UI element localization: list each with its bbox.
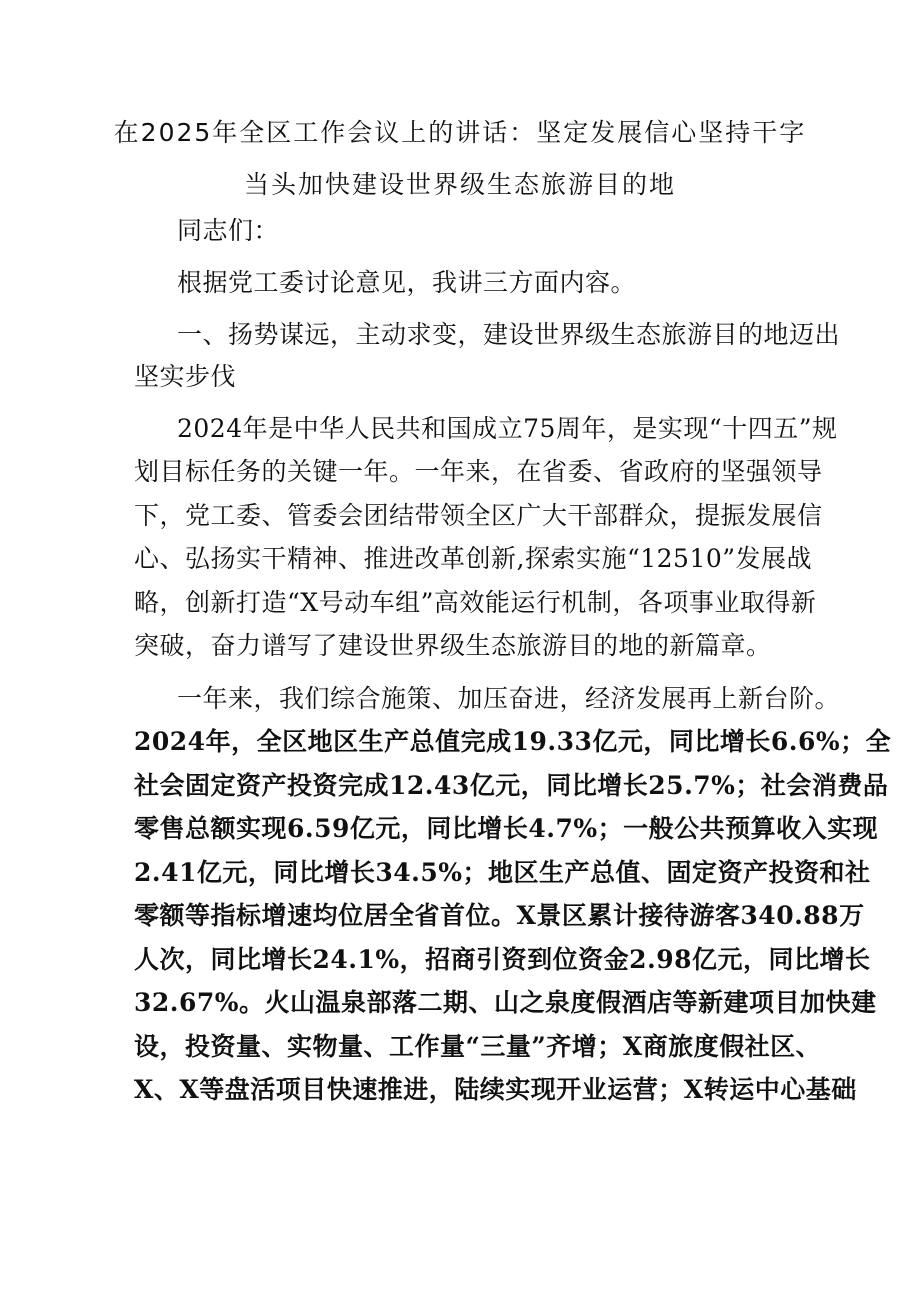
paragraph-line: 略，创新打造“X号动车组”高效能运行机制，各项事业取得新 bbox=[134, 588, 817, 617]
paragraph-line: 社会固定资产投资完成12.43亿元，同比增长25.7%；社会消费品 bbox=[134, 771, 889, 800]
paragraph-line: 零售总额实现6.59亿元，同比增长4.7%；一般公共预算收入实现 bbox=[134, 814, 879, 843]
paragraph-line: 零额等指标增速均位居全省首位。X景区累计接待游客340.88万 bbox=[134, 901, 865, 930]
paragraph-line: 人次，同比增长24.1%，招商引资到位资金2.98亿元，同比增长 bbox=[134, 945, 871, 974]
paragraph-line: 2024年是中华人民共和国成立75周年，是实现“十四五”规 bbox=[177, 414, 838, 443]
paragraph-line: 设，投资量、实物量、工作量“三量”齐增；X商旅度假社区、 bbox=[134, 1032, 822, 1061]
paragraph-line: 2.41亿元，同比增长34.5%；地区生产总值、固定资产投资和社 bbox=[134, 858, 871, 887]
paragraph-line: X、X等盘活项目快速推进，陆续实现开业运营；X转运中心基础 bbox=[134, 1075, 857, 1104]
salutation: 同志们： bbox=[177, 216, 280, 245]
paragraph-line: 2024年，全区地区生产总值完成19.33亿元，同比增长6.6%；全 bbox=[134, 727, 892, 756]
intro-paragraph: 根据党工委讨论意见，我讲三方面内容。 bbox=[177, 268, 637, 297]
paragraph-line: 划目标任务的关键一年。一年来，在省委、省政府的坚强领导 bbox=[134, 457, 823, 486]
document-title-line-1: 在2025年全区工作会议上的讲话：坚定发展信心坚持干字 bbox=[113, 118, 807, 147]
paragraph-line: 心、弘扬实干精神、推进改革创新,探索实施“12510”发展战 bbox=[134, 544, 813, 573]
paragraph-line: 下，党工委、管委会团结带领全区广大干部群众，提振发展信 bbox=[134, 501, 823, 530]
section-heading-continued: 坚实步伐 bbox=[134, 362, 237, 391]
paragraph-line: 32.67%。火山温泉部落二期、山之泉度假酒店等新建项目加快建 bbox=[134, 988, 877, 1017]
paragraph-line: 一年来，我们综合施策、加压奋进，经济发展再上新台阶。 bbox=[177, 684, 841, 713]
document-title-line-2: 当头加快建设世界级生态旅游目的地 bbox=[243, 170, 676, 199]
paragraph-line: 突破，奋力谱写了建设世界级生态旅游目的地的新篇章。 bbox=[134, 631, 772, 660]
section-heading: 一、扬势谋远，主动求变，建设世界级生态旅游目的地迈出 bbox=[177, 320, 841, 349]
